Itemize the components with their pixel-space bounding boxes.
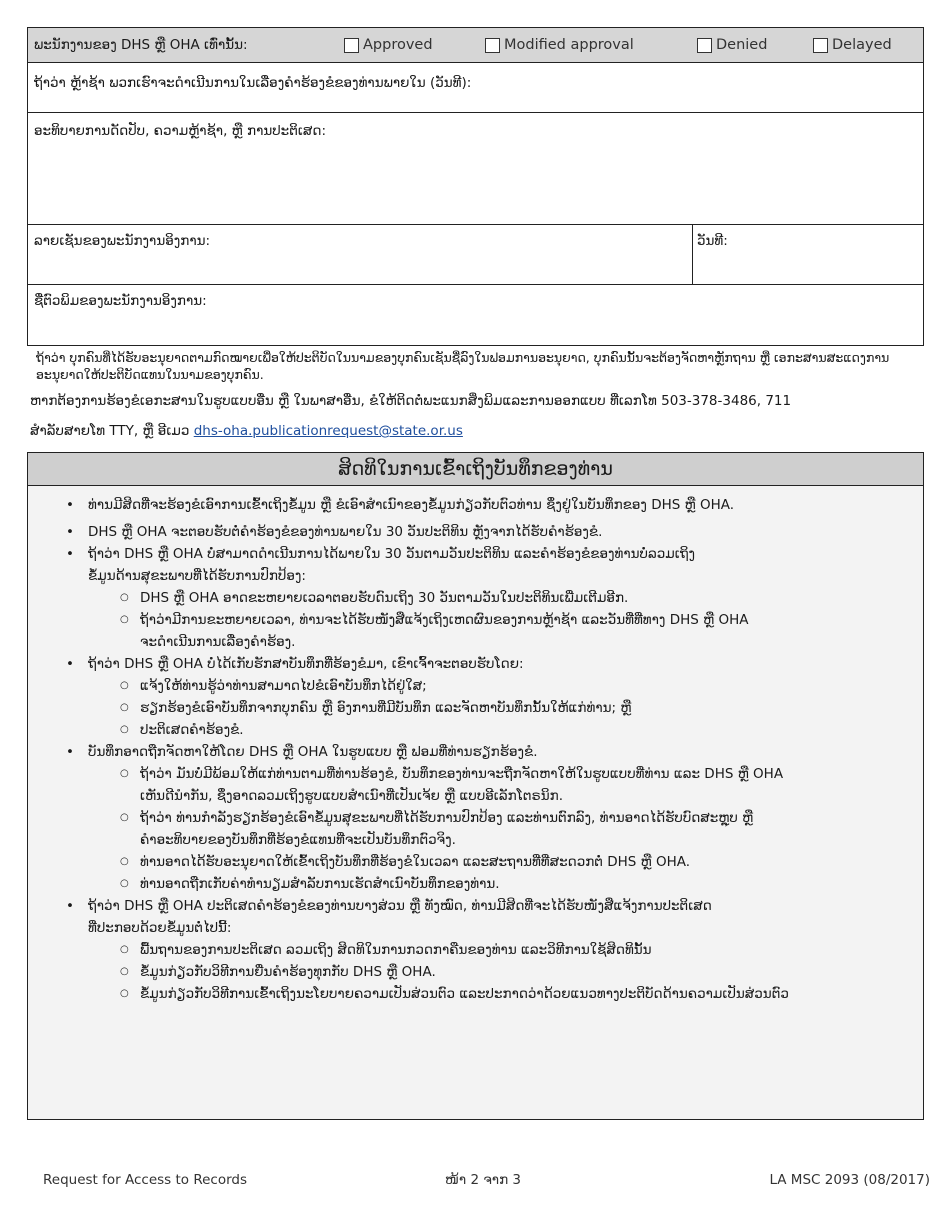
date-field[interactable] [693,225,732,284]
rights-bullet: • ທ່ານມີສິດທີ່ຈະຮ້ອງຂໍເອົາການເຂົ້າເຖິງຂໍ້ມູນ ຫຼື ຂໍເອົາສຳເນົາຂອງຂໍ້ມູນກ່ຽວກັບຕົວທ່ານ ຊຶ່ງຢູ່ໃນບັນທຶກຂອງ DHS ຫຼື OHA. [28,494,923,516]
rights-sub-bullet-text: ຄຳອະທິບາຍຂອງບັນທຶກທີ່ຮ້ອງຂໍແທນທີ່ຈະເປັນບັນທຶກຕົວຈິງ. [140,832,456,848]
modified-approval-checkbox-box[interactable] [485,38,500,53]
rights-sub-bullet-text: ຖ້າວ່າມີການຂະຫຍາຍເວລາ, ທ່ານຈະໄດ້ຮັບໜັງສືແຈ້ງເຖິງເຫດຜົນຂອງການຫຼ້າຊ້າ ແລະວັນທີ່ທີ່ທາງ DHS ຫຼື OHA [140,612,749,628]
rights-bullet: • ຖ້າວ່າ DHS ຫຼື OHA ບໍ່ໄດ້ເກັບຮັກສາບັນທຶກທີ່ຮ້ອງຂໍມາ, ເຂົາເຈົ້າຈະຕອບຮັບໂດຍ: [28,653,923,675]
rights-sub-bullet: ○ DHS ຫຼື OHA ອາດຂະຫຍາຍເວລາຕອບຮັບດົນເຖິງ 30 ວັນຕາມວັນໃນປະຕິທິນເພີ່ມເຕີມອີກ. [28,587,923,609]
rights-sub-bullet: ○ ຂໍ້ມູນກ່ຽວກັບວິທີການຍື່ນຄຳຮ້ອງທຸກກັບ DHS ຫຼື OHA. [28,961,923,983]
rights-sub-bullet-text: ຖ້າວ່າ ທ່ານກຳລັງຮຽກຮ້ອງຂໍເອົາຂໍ້ມູນສຸຂະພາບທີ່ໄດ້ຮັບການປົກປ້ອງ ແລະທ່ານຕົກລົງ, ທ່ານອາດໄດ້ຮັບບົດສະຫຼຸບ ຫຼື [140,810,754,826]
rights-sub-bullet [28,609,923,653]
signature-row [28,224,923,284]
delayed-checkbox[interactable] [813,37,892,53]
rights-sub-bullet: ○ ຮຽກຮ້ອງຂໍເອົາບັນທຶກຈາກບຸກຄົນ ຫຼື ອົງການທີ່ມີບັນທຶກ ແລະຈັດຫາບັນທຶກນັ້ນໃຫ້ແກ່ທ່ານ; ຫຼື [28,697,923,719]
rights-bullet-text: ທີ່ປະກອບດ້ວຍຂໍ້ມູນຕໍ່ໄປນີ້: [88,920,232,936]
rights-sub-bullet: ○ ພື້ນຖານຂອງການປະຕິເສດ ລວມເຖິງ ສິດທິໃນການກວດກາຄືນຂອງທ່ານ ແລະວິທີການໃຊ້ສິດທິນັ້ນ [28,939,923,961]
denied-checkbox-box[interactable] [697,38,712,53]
rights-bullet [28,543,923,587]
rights-bullet [28,895,923,939]
delay-date-label: ຖ້າວ່າ ຫຼ້າຊ້າ ພວກເຮົາຈະດຳເນີນການໃນເລື່ອງຄຳຮ້ອງຂໍຂອງທ່ານພາຍໃນ (ວັນທີ): [34,75,472,91]
staff-form-table [27,27,924,346]
explanation-field[interactable] [28,112,923,224]
alt-format-line-2 [30,423,463,439]
signature-field[interactable] [28,225,693,284]
staff-only-row [28,28,923,62]
denied-checkbox[interactable] [697,37,813,53]
footer-form-title: Request for Access to Records [43,1172,248,1188]
denied-label: Denied [716,37,768,53]
rights-sub-bullet-text: ເຫັນດີນຳກັນ, ຊຶ່ງອາດລວມເຖິງຮູບແບບສຳເນົາທີ່ເປັນເຈ້ຍ ຫຼື ແບບອີເລັກໂຕຣນິກ. [140,788,564,804]
rights-sub-bullet: ○ ຂໍ້ມູນກ່ຽວກັບວິທີການເຂົ້າເຖິງນະໂຍບາຍຄວາມເປັນສ່ວນຕົວ ແລະປະກາດວ່າດ້ວຍແນວທາງປະຕິບັດດ້ານຄວາມເປັນສ່ວນຕົວ [28,983,923,1005]
rights-bullet-text: ຂໍ້ມູນດ້ານສຸຂະພາບທີ່ໄດ້ຮັບການປົກປ້ອງ: [88,568,306,584]
footer-page-number: ໜ້າ 2 ຈາກ 3 [445,1172,522,1188]
rights-sub-bullet: ○ ທ່ານອາດຖືກເກັບຄ່າທຳນຽມສຳລັບການເຮັດສຳເນົາບັນທຶກຂອງທ່ານ. [28,873,923,895]
footer-form-code: LA MSC 2093 (08/2017) [769,1172,930,1188]
rights-bullet-text: ຖ້າວ່າ DHS ຫຼື OHA ບໍ່ສາມາດດຳເນີນການໄດ້ພາຍໃນ 30 ວັນຕາມວັນປະຕິທິນ ແລະຄຳຮ້ອງຂໍຂອງທ່ານບໍ່ລວມເຖິງ [88,546,696,562]
rights-bullet: • DHS ຫຼື OHA ຈະຕອບຮັບຕໍ່ຄຳຮ້ອງຂໍຂອງທ່ານພາຍໃນ 30 ວັນປະຕິທິນ ຫຼັງຈາກໄດ້ຮັບຄຳຮ້ອງຂໍ. [28,521,923,543]
rights-sub-bullet: ○ ທ່ານອາດໄດ້ຮັບອະນຸຍາດໃຫ້ເຂົ້າເຖິງບັນທຶກທີ່ຮ້ອງຂໍໃນເວລາ ແລະສະຖານທີ່ທີ່ສະດວກຕໍ່ DHS ຫຼື OHA. [28,851,923,873]
explanation-label: ອະທິບາຍການດັດປັບ, ຄວາມຫຼ້າຊ້າ, ຫຼື ການປະຕິເສດ: [34,123,327,139]
rights-bullet-text: ຖ້າວ່າ DHS ຫຼື OHA ປະຕິເສດຄຳຮ້ອງຂໍຂອງທ່ານບາງສ່ວນ ຫຼື ທັງໝົດ, ທ່ານມີສິດທີ່ຈະໄດ້ຮັບໜັງສືແຈ້ງການປະຕິເສດ [88,898,712,914]
printed-name-field[interactable] [28,284,923,345]
email-link[interactable]: dhs-oha.publicationrequest@state.or.us [193,423,463,439]
alt-format-line-1: ຫາກຕ້ອງການຮ້ອງຂໍເອກະສານໃນຮູບແບບອື່ນ ຫຼື ໃນພາສາອື່ນ, ຂໍໃຫ້ຕິດຕໍ່ພະແນກສິ່ງພິມແລະການອອກແບບ ທີ່ເລກໂທ 503-378-3486, 711 [30,393,792,409]
rights-sub-bullet [28,763,923,807]
rights-bullet: • ບັນທຶກອາດຖືກຈັດຫາໃຫ້ໂດຍ DHS ຫຼື OHA ໃນຮູບແບບ ຫຼື ຟອມທີ່ທ່ານຮຽກຮ້ອງຂໍ. [28,741,923,763]
date-label: ວັນທີ: [697,233,728,249]
rights-sub-bullet [28,807,923,851]
modified-approval-label: Modified approval [504,37,634,53]
approved-checkbox[interactable] [344,37,485,53]
modified-approval-checkbox[interactable] [485,37,697,53]
signature-label: ລາຍເຊັນຂອງພະນັກງານອິງການ: [34,233,211,249]
authorization-note: ຖ້າວ່າ ບຸກຄົນທີ່ໄດ້ຮັບອະນຸຍາດຕາມກົດໝາຍເພື່ອໃຫ້ປະຕິບັດໃນນາມຂອງບຸກຄົນເຊັນຊື່ລົງໃນຟອມການອະນຸຍາດ, ບຸກຄົນນັ້ນຈະຕ້ອງຈັດຫາຫຼັກຖານ ຫຼື ເອກະສານສະແດງການອະນຸຍາດໃຫ້ປະຕິບັດແທນໃນນາມຂອງບຸກຄົນ. [36,350,890,382]
rights-list [28,486,923,1005]
rights-sub-bullet: ○ ແຈ້ງໃຫ້ທ່ານຮູ້ວ່າທ່ານສາມາດໄປຂໍເອົາບັນທຶກໄດ້ຢູ່ໃສ; [28,675,923,697]
rights-sub-bullet-text: ຖ້າວ່າ ມັນບໍ່ມີພ້ອມໃຫ້ແກ່ທ່ານຕາມທີ່ທ່ານຮ້ອງຂໍ, ບັນທຶກຂອງທ່ານຈະຖືກຈັດຫາໃຫ້ໃນຮູບແບບທີ່ທ່ານ ແລະ DHS ຫຼື OHA [140,766,784,782]
approved-checkbox-box[interactable] [344,38,359,53]
alt-format-prefix: ສຳລັບສາຍໂທ TTY, ຫຼື ອີເມວ [30,423,190,439]
delayed-checkbox-box[interactable] [813,38,828,53]
delay-date-field[interactable] [28,62,923,112]
printed-name-label: ຊື່ຕົວພິມຂອງພະນັກງານອິງການ: [34,293,207,309]
rights-title: ສິດທິໃນການເຂົ້າເຖິງບັນທຶກຂອງທ່ານ [28,453,923,486]
approved-label: Approved [363,37,433,53]
rights-section [27,452,924,1120]
rights-sub-bullet-text: ຈະດຳເນີນການເລື່ອງຄຳຮ້ອງ. [140,634,296,650]
delayed-label: Delayed [832,37,892,53]
staff-only-label: ພະນັກງານຂອງ DHS ຫຼື OHA ເທົ່ານັ້ນ: [34,37,248,53]
rights-sub-bullet: ○ ປະຕິເສດຄຳຮ້ອງຂໍ. [28,719,923,741]
